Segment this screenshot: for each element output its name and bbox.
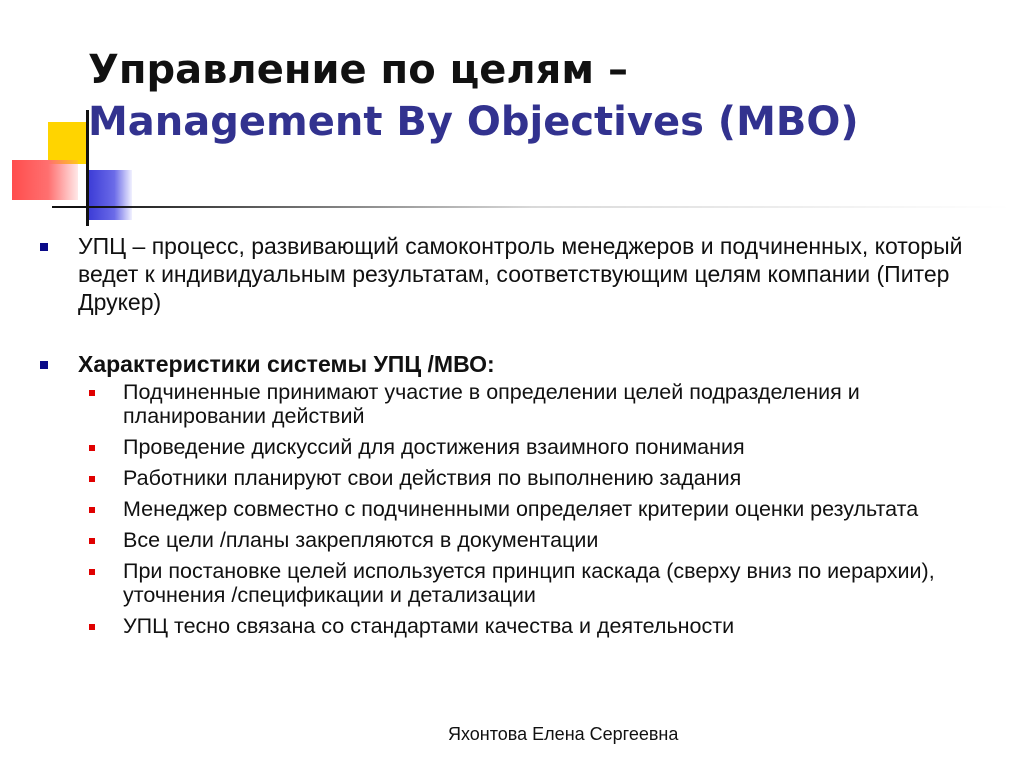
sub-list-item-text: УПЦ тесно связана со стандартами качества и деятельности (123, 614, 735, 638)
sub-list-item-text: Работники планируют свои действия по выполнению задания (123, 466, 742, 490)
sub-list-item-text: Менеджер совместно с подчиненными определяет критерии оценки результата (123, 497, 919, 521)
red-bullet-icon (89, 538, 95, 544)
list-item-text: УПЦ – процесс, развивающий самоконтроль менеджеров и подчиненных, который ведет к индивидуальным результатам, соответствующим целям компании (Питер Друкер) (78, 233, 963, 315)
red-bullet-icon (89, 569, 95, 575)
author-footer: Яхонтова Елена Сергеевна (448, 724, 679, 744)
square-bullet-icon (40, 243, 48, 251)
red-bullet-icon (89, 624, 95, 630)
blue-square (88, 170, 132, 220)
sub-list-item (38, 614, 1008, 638)
sub-list-item (38, 528, 1008, 552)
sub-list-item-text: Подчиненные принимают участие в определении целей подразделения и планировании действий (123, 380, 860, 428)
sub-list-item (38, 466, 1008, 490)
red-square (12, 160, 78, 200)
sub-list-item (38, 435, 1008, 459)
red-bullet-icon (89, 476, 95, 482)
list-item (38, 232, 1008, 316)
sub-list-item-text: Проведение дискуссий для достижения взаимного понимания (123, 435, 745, 459)
red-bullet-icon (89, 445, 95, 451)
title-line-2: Management By Objectives (MBO) (88, 99, 859, 145)
yellow-square (48, 122, 88, 164)
title-line-1: Управление по целям – (88, 47, 628, 93)
red-bullet-icon (89, 390, 95, 396)
slide-body (38, 232, 1008, 645)
list-item (38, 350, 1008, 378)
sub-list-item-text: При постановке целей используется принцип каскада (сверху вниз по иерархии), уточнения /спецификации и детализации (123, 559, 935, 607)
sub-list-item (38, 497, 1008, 521)
sub-list-item-text: Все цели /планы закрепляются в документации (123, 528, 599, 552)
sub-list-item (38, 380, 1008, 428)
title-underline (52, 206, 1012, 208)
sub-list (38, 380, 1008, 638)
square-bullet-icon (40, 361, 48, 369)
sub-list-item (38, 559, 1008, 607)
list-item-heading: Характеристики системы УПЦ /МВО: (78, 351, 495, 377)
slide-title (88, 44, 1008, 148)
red-bullet-icon (89, 507, 95, 513)
